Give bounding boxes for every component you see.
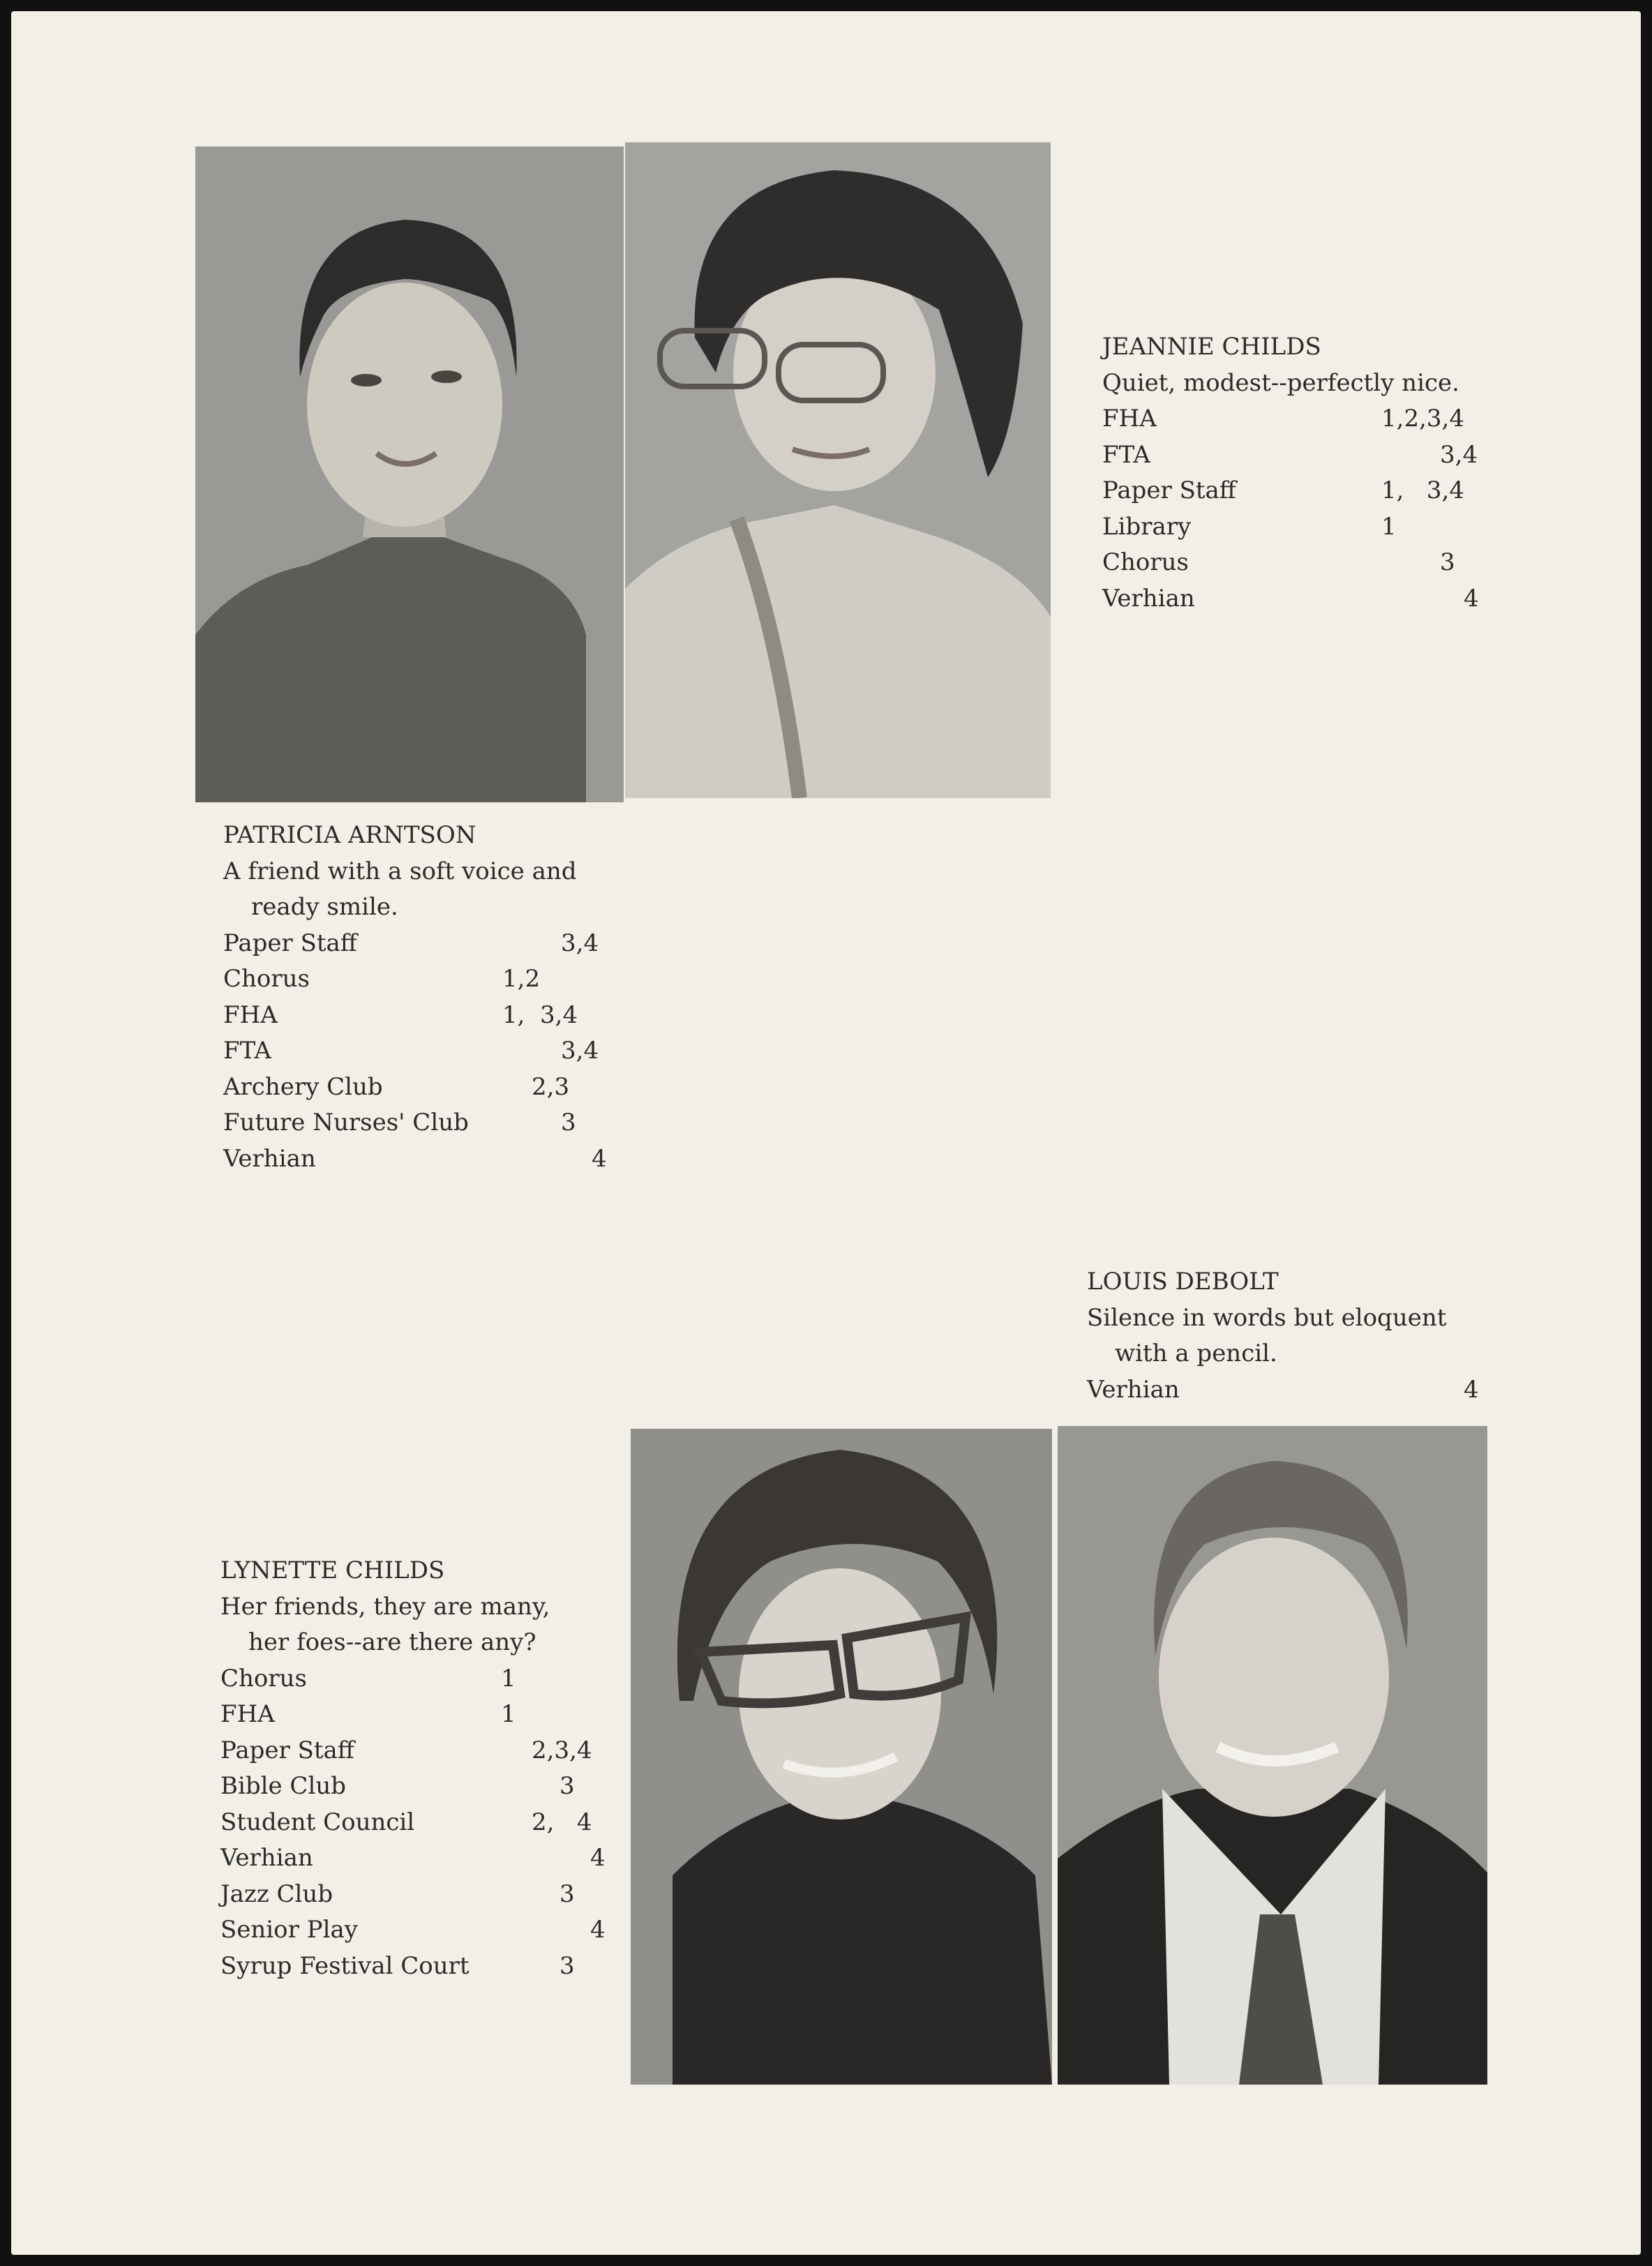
quote-line: Quiet, modest--perfectly nice. [1102,368,1459,397]
portrait-photo-jeannie-childs [625,142,1051,798]
activity-row [223,1141,642,1178]
activity-row [220,1733,639,1769]
activity-years: 3,4 [1440,440,1478,469]
activity-name: Senior Play [220,1916,358,1944]
bio-block-louis-debolt [1087,1264,1492,1408]
activity-row [220,1805,639,1841]
activity-years: 3 [560,1772,575,1800]
activity-row [1102,401,1507,437]
activity-name: Paper Staff [220,1736,354,1764]
activity-years: 3 [560,1879,575,1908]
quote-line: Silence in words but eloquent [1087,1303,1447,1332]
activity-years: 3,4 [561,1037,599,1065]
activity-name: FHA [1102,405,1157,433]
activity-name: Student Council [220,1808,415,1836]
quote-line: Her friends, they are many, [220,1592,550,1621]
activity-years: 3,4 [561,929,599,957]
activity-name: Bible Club [220,1772,346,1800]
activity-years: 4 [592,1144,607,1173]
bio-block-lynette-childs [220,1553,639,1984]
activity-row [220,1949,639,1985]
activity-row [223,998,642,1034]
activity-years: 4 [590,1916,606,1944]
activity-years: 4 [1464,1375,1479,1404]
quote-line: A friend with a soft voice and [223,857,577,885]
activity-years: 3 [1440,548,1455,576]
activity-years: 1, 3,4 [1381,477,1464,504]
activity-row [220,1697,639,1733]
activity-name: Library [1102,512,1192,541]
activity-name: FHA [220,1700,275,1728]
student-name: LOUIS DEBOLT [1087,1268,1279,1296]
quote-line: her foes--are there any? [248,1628,536,1656]
activity-years: 1 [1381,512,1397,541]
activity-row [1102,545,1507,581]
activity-row [223,926,642,962]
activity-name: Verhian [223,1144,316,1173]
activity-row [1102,581,1507,617]
activity-years: 1 [501,1700,516,1728]
bio-block-jeannie-childs [1102,329,1507,617]
activity-name: Future Nurses' Club [223,1109,469,1136]
activity-row [223,1105,642,1141]
activity-name: Paper Staff [1102,477,1236,504]
activity-years: 2, 4 [532,1808,592,1836]
activity-years: 4 [590,1844,606,1872]
activity-row [1087,1372,1492,1409]
activity-name: FTA [223,1037,271,1065]
activity-years: 1,2 [502,965,541,993]
activity-name: Archery Club [223,1072,383,1101]
activity-name: Paper Staff [223,929,357,957]
activity-years: 3 [560,1951,575,1980]
activity-years: 1,2,3,4 [1381,405,1464,433]
activity-name: Verhian [1102,584,1195,613]
activity-name: FTA [1102,440,1150,469]
activity-row [1102,437,1507,474]
activity-row [220,1912,639,1949]
activity-years: 2,3 [532,1072,570,1101]
activity-years: 2,3,4 [532,1736,592,1764]
activity-name: FHA [223,1000,278,1029]
activity-years: 1, 3,4 [502,1000,578,1029]
activity-name: Syrup Festival Court [220,1951,470,1980]
activity-years: 3 [561,1109,576,1136]
activity-name: Jazz Club [220,1879,333,1908]
activity-years: 4 [1464,584,1479,613]
activity-name: Verhian [220,1844,313,1872]
activity-name: Verhian [1087,1375,1180,1404]
activity-name: Chorus [1102,548,1189,576]
activity-name: Chorus [223,965,310,993]
quote-line: ready smile. [251,893,398,921]
activity-row [223,961,642,998]
portrait-photo-louis-debolt [1058,1426,1487,2085]
activity-row [220,1769,639,1805]
portrait-photo-lynette-childs [631,1429,1052,2085]
activity-row [1102,509,1507,546]
portrait-photo-patricia-arntson [195,147,624,802]
activity-row [220,1877,639,1913]
activity-row [220,1661,639,1697]
yearbook-page [11,11,1641,2255]
activity-years: 1 [501,1664,516,1693]
student-name: LYNETTE CHILDS [220,1556,445,1584]
bio-block-patricia-arntson [223,818,642,1177]
activity-row [1102,473,1507,509]
activity-row [223,1070,642,1106]
quote-line: with a pencil. [1115,1340,1277,1367]
student-name: PATRICIA ARNTSON [223,821,476,849]
activity-row [220,1840,639,1877]
student-name: JEANNIE CHILDS [1102,333,1321,361]
activity-row [223,1033,642,1070]
activity-name: Chorus [220,1664,307,1693]
